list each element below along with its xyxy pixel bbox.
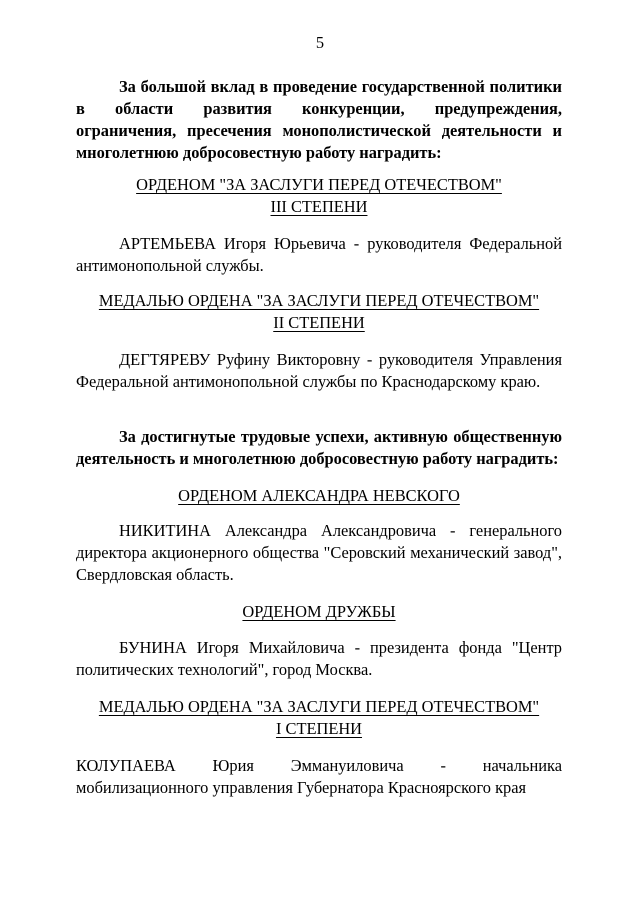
page-number: 5 [315,33,325,52]
award-title-medal-merit-2 [76,290,562,334]
award-title-line: II СТЕПЕНИ [273,313,365,332]
award-title-line: МЕДАЛЬЮ ОРДЕНА "ЗА ЗАСЛУГИ ПЕРЕД ОТЕЧЕСТВОМ" [98,697,540,716]
award-title-medal-merit-1 [76,696,562,740]
award-title-line: МЕДАЛЬЮ ОРДЕНА "ЗА ЗАСЛУГИ ПЕРЕД ОТЕЧЕСТВОМ" [98,291,540,310]
section-1-intro: За большой вклад в проведение государственной политики в области развития конкуренции, предупреждения, ограничения, пресечения монополистической деятельности и многолетнюю добросовестную работу наградить: [76,77,562,162]
recipient-kolupaev [76,755,562,799]
award-title-line: I СТЕПЕНИ [275,719,363,738]
recipient-bunin: БУНИНА Игоря Михайловича - президента фонда "Центр политических технологий", город Москва. [76,638,562,679]
recipient-degtyareva: ДЕГТЯРЕВУ Руфину Викторовну - руководителя Управления Федеральной антимонопольной службы по Краснодарскому краю. [76,350,562,391]
recipient-line: КОЛУПАЕВА Юрия Эммануиловича - начальника [76,756,562,775]
award-title-line: III СТЕПЕНИ [270,197,368,216]
award-title-line: ОРДЕНОМ ДРУЖБЫ [242,602,396,621]
recipient-artemyev: АРТЕМЬЕВА Игоря Юрьевича - руководителя Федеральной антимонопольной службы. [76,234,562,275]
award-title-order-friendship [76,601,562,623]
recipient-nikitin: НИКИТИНА Александра Александровича - генерального директора акционерного общества "Серовский механический завод", Свердловская область. [76,521,562,584]
award-title-line: ОРДЕНОМ "ЗА ЗАСЛУГИ ПЕРЕД ОТЕЧЕСТВОМ" [136,175,502,194]
section-2-intro: За достигнутые трудовые успехи, активную общественную деятельность и многолетнюю добросовестную работу наградить: [76,427,562,468]
recipient-line: мобилизационного управления Губернатора Красноярского края [76,778,527,797]
award-title-line: ОРДЕНОМ АЛЕКСАНДРА НЕВСКОГО [178,486,460,505]
award-title-order-merit-3 [76,174,562,218]
award-title-order-nevsky [76,485,562,507]
